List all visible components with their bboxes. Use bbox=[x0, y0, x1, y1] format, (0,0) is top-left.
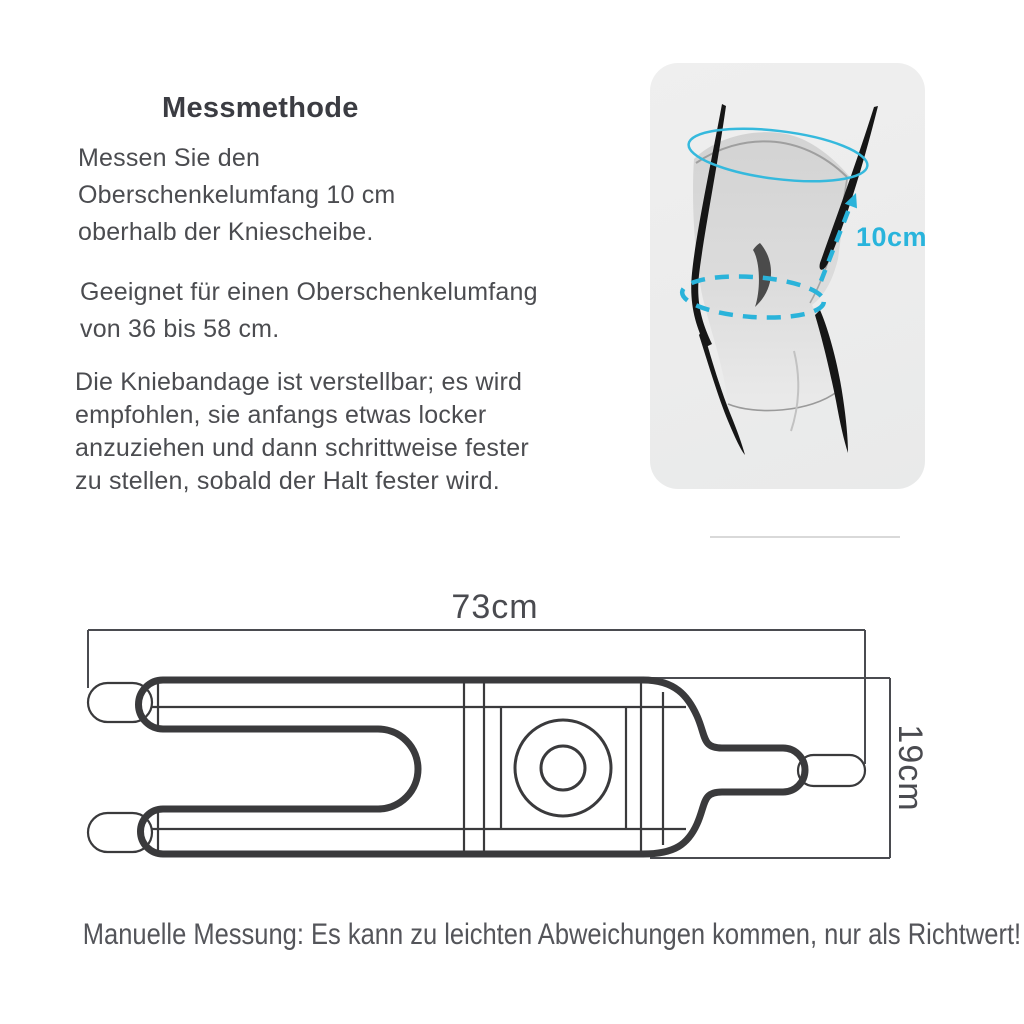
instruction-line: Die Kniebandage ist verstellbar; es wird bbox=[75, 368, 523, 396]
height-dimension-label: 19cm bbox=[891, 724, 930, 812]
footnote-container bbox=[0, 918, 1024, 952]
instruction-line: Messen Sie den bbox=[78, 144, 261, 172]
patella-opening-inner-circle bbox=[541, 746, 585, 790]
instruction-line: zu stellen, sobald der Halt fester wird. bbox=[75, 467, 500, 495]
footnote-text: Manuelle Messung: Es kann zu leichten Abweichungen kommen, nur als Richtwert! bbox=[82, 918, 1022, 951]
page-title: Messmethode bbox=[162, 92, 359, 124]
instruction-line: empfohlen, sie anfangs etwas locker bbox=[75, 401, 487, 429]
measure-distance-label: 10cm bbox=[856, 222, 925, 252]
height-dimension-lines bbox=[650, 678, 890, 858]
width-dimension-lines bbox=[88, 630, 865, 764]
instruction-line: von 36 bis 58 cm. bbox=[80, 315, 280, 343]
instruction-line: Geeignet für einen Oberschenkelumfang bbox=[80, 278, 538, 306]
patella-opening-outer-circle bbox=[515, 720, 611, 816]
instruction-line: anzuziehen und dann schrittweise fester bbox=[75, 434, 529, 462]
brace-detail-lines bbox=[88, 682, 865, 852]
instruction-line: Oberschenkelumfang 10 cm bbox=[78, 181, 396, 209]
instruction-line: oberhalb der Kniescheibe. bbox=[78, 218, 374, 246]
width-dimension-label: 73cm bbox=[451, 588, 539, 626]
